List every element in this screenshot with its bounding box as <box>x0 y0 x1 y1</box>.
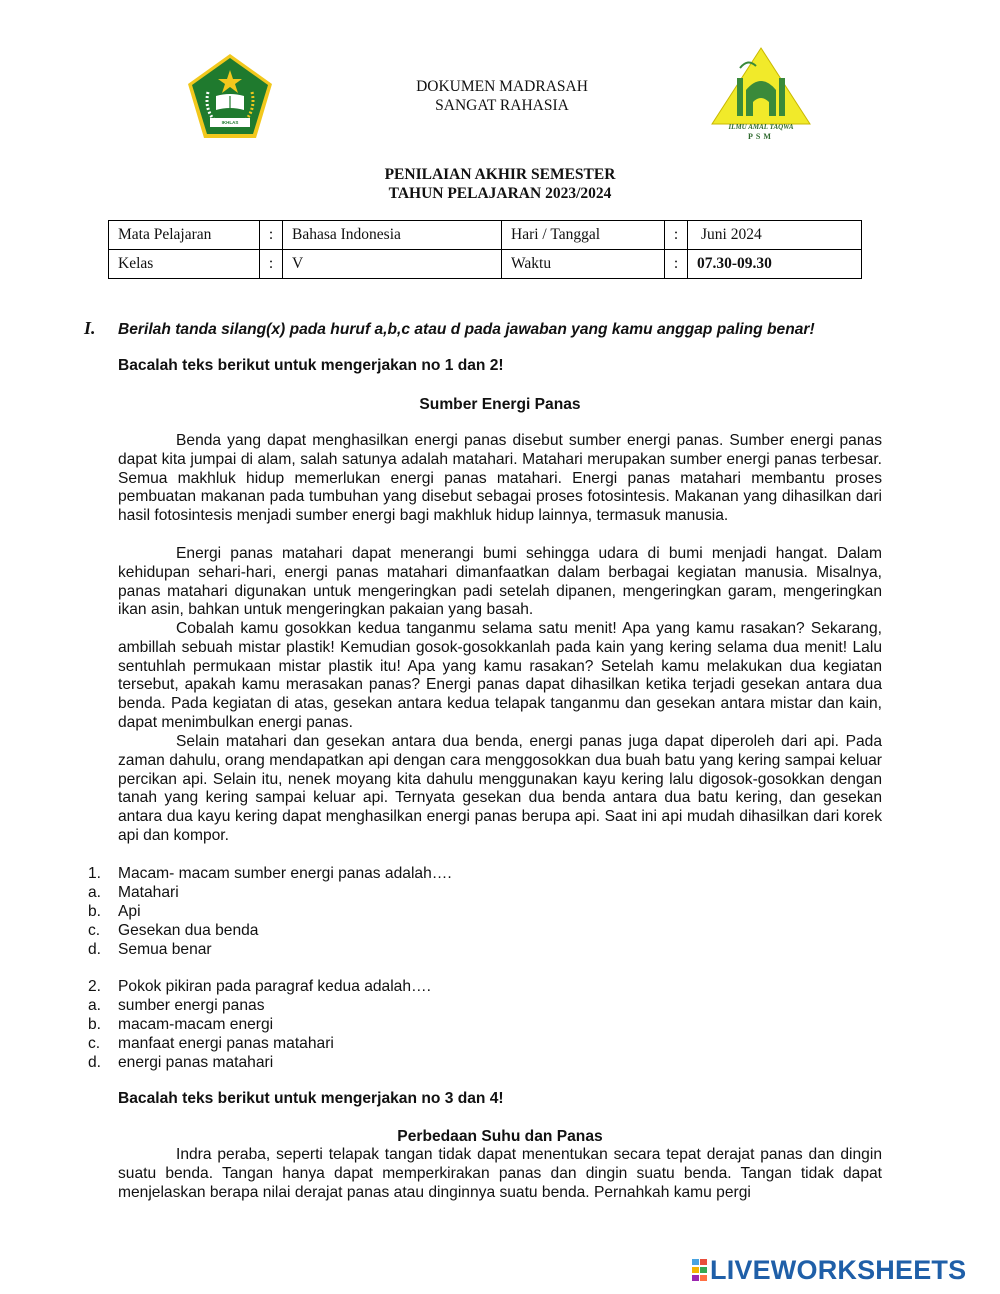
colon: : <box>260 221 283 250</box>
reading1-intro: Bacalah teks berikut untuk mengerjakan no 1 dan 2! <box>118 357 504 374</box>
school-logo <box>710 46 812 144</box>
q2-option-c[interactable]: c. manfaat energi panas matahari <box>88 1035 334 1052</box>
question-2 <box>88 977 431 996</box>
liveworksheets-logo[interactable] <box>692 1255 992 1285</box>
exam-info-table <box>108 220 862 279</box>
reading1-paragraph-1: Benda yang dapat menghasilkan energi panas disebut sumber energi panas. Sumber energi panas dapat kita jumpai di alam, salah satunya adalah matahari. Matahari merupakan sumber energi panas terbesar. Semua makhluk hidup memerlukan energi panas matahari. Energi panas matahari membantu proses pembuatan makanan pada tumbuhan yang disebut sebagai proses fotosintesis. Makanan yang dihasilkan dari hasil fotosintesis menjadi sumber energi bagi makhluk hidup lainnya, termasuk manusia. <box>118 432 882 524</box>
question-number: 1. <box>88 865 102 882</box>
time-label: Waktu <box>502 250 665 279</box>
section-number: I. <box>84 318 96 338</box>
school-logo-motto: ILMU AMAL TAQWA <box>728 123 794 131</box>
q1-option-a[interactable]: a. Matahari <box>88 884 179 901</box>
reading1-paragraph-4: Selain matahari dan gesekan antara dua benda, energi panas juga dapat diperoleh dari api. Pada zaman dahulu, orang mendapatkan api dengan cara menggosokkan dua buah batu yang kering sampai keluar percikan api. Selain itu, nenek moyang kita dahulu menggunakan kayu kering lalu digosok-gosokkan dengan tanah yang kering sampai keluar api. Ternyata gesekan dua benda antara dua batu kering, dan gesekan antara dua kayu kering dapat menghasilkan energi panas berupa api. Saat ini api mudah dihasilkan dari korek api dan kompor. <box>118 733 882 844</box>
reading2-title: Perbedaan Suhu dan Panas <box>397 1128 603 1145</box>
section-instruction: Berilah tanda silang(x) pada huruf a,b,c atau d pada jawaban yang kamu anggap paling benar! <box>118 321 815 338</box>
class-label: Kelas <box>109 250 260 279</box>
info-row-subject <box>109 221 862 250</box>
date-label: Hari / Tanggal <box>502 221 665 250</box>
reading2-intro: Bacalah teks berikut untuk mengerjakan no 3 dan 4! <box>118 1090 504 1107</box>
q2-option-a[interactable]: a. sumber energi panas <box>88 997 265 1014</box>
q2-option-d[interactable]: d. energi panas matahari <box>88 1054 274 1071</box>
subject-label: Mata Pelajaran <box>109 221 260 250</box>
question-1 <box>88 864 452 883</box>
question-number: 2. <box>88 978 102 995</box>
school-logo-initials: PSM <box>748 132 774 141</box>
q1-option-b[interactable]: b. Api <box>88 903 141 920</box>
info-row-class <box>109 250 862 279</box>
colon: : <box>665 250 688 279</box>
subject-value: Bahasa Indonesia <box>283 221 502 250</box>
doc-label-line2: SANGAT RAHASIA <box>435 97 569 114</box>
reading1-paragraph-2: Energi panas matahari dapat menerangi bumi sehingga udara di bumi menjadi hangat. Dalam kehidupan sehari-hari, energi panas matahari dimanfaatkan dalam berbagai kegiatan manusia. Misalnya, panas matahari digunakan untuk mengeringkan padi setelah dipanen, mengeringkan garam, mengeringkan ikan asin, bahkan untuk mengeringkan pakaian yang basah. <box>118 545 882 619</box>
colon: : <box>665 221 688 250</box>
date-value: Juni 2024 <box>688 221 862 250</box>
question-text: Macam- macam sumber energi panas adalah…. <box>118 865 452 882</box>
exam-year: TAHUN PELAJARAN 2023/2024 <box>388 185 612 202</box>
reading1-paragraph-3: Cobalah kamu gosokkan kedua tanganmu selama satu menit! Apa yang kamu rasakan? Sekarang, ambillah sebuah mistar plastik! Kemudian gosok-gosokkanlah pada kain yang kering selama dua menit! Lalu sentuhlah permukaan mistar plastik itu! Apa yang kamu rasakan? Setelah kamu melakukan dua kegiatan tersebut, apakah kamu merasakan panas? Energi panas dapat dihasilkan ketika terjadi gesekan antara dua benda. Pada kegiatan di atas, gesekan antara kedua telapak tanganmu dan gesekan antara mistar dan kain, dapat menimbulkan energi panas. <box>118 620 882 731</box>
reading1-title: Sumber Energi Panas <box>419 396 581 413</box>
class-value: V <box>283 250 502 279</box>
exam-title: PENILAIAN AKHIR SEMESTER <box>384 166 616 183</box>
ministry-logo-text: IKHLAS BERAMAL <box>218 120 242 134</box>
q1-option-c[interactable]: c. Gesekan dua benda <box>88 922 259 939</box>
colon: : <box>260 250 283 279</box>
q2-option-b[interactable]: b. macam-macam energi <box>88 1016 274 1033</box>
question-text: Pokok pikiran pada paragraf kedua adalah…. <box>118 978 431 995</box>
q1-option-d[interactable]: d. Semua benar <box>88 941 212 958</box>
ministry-logo <box>186 52 274 140</box>
reading2-paragraph: Indra peraba, seperti telapak tangan tidak dapat menentukan secara tepat derajat panas dan dingin suatu benda. Tangan hanya dapat memperkirakan panas dan dingin suatu benda. Tangan tidak dapat menjelaskan berapa nilai derajat panas atau dinginnya suatu benda. Pernahkah kamu pergi <box>118 1146 882 1201</box>
doc-label-line1: DOKUMEN MADRASAH <box>416 78 588 95</box>
liveworksheets-brand: LIVEWORKSHEETS <box>710 1255 967 1285</box>
time-value: 07.30-09.30 <box>688 250 862 279</box>
